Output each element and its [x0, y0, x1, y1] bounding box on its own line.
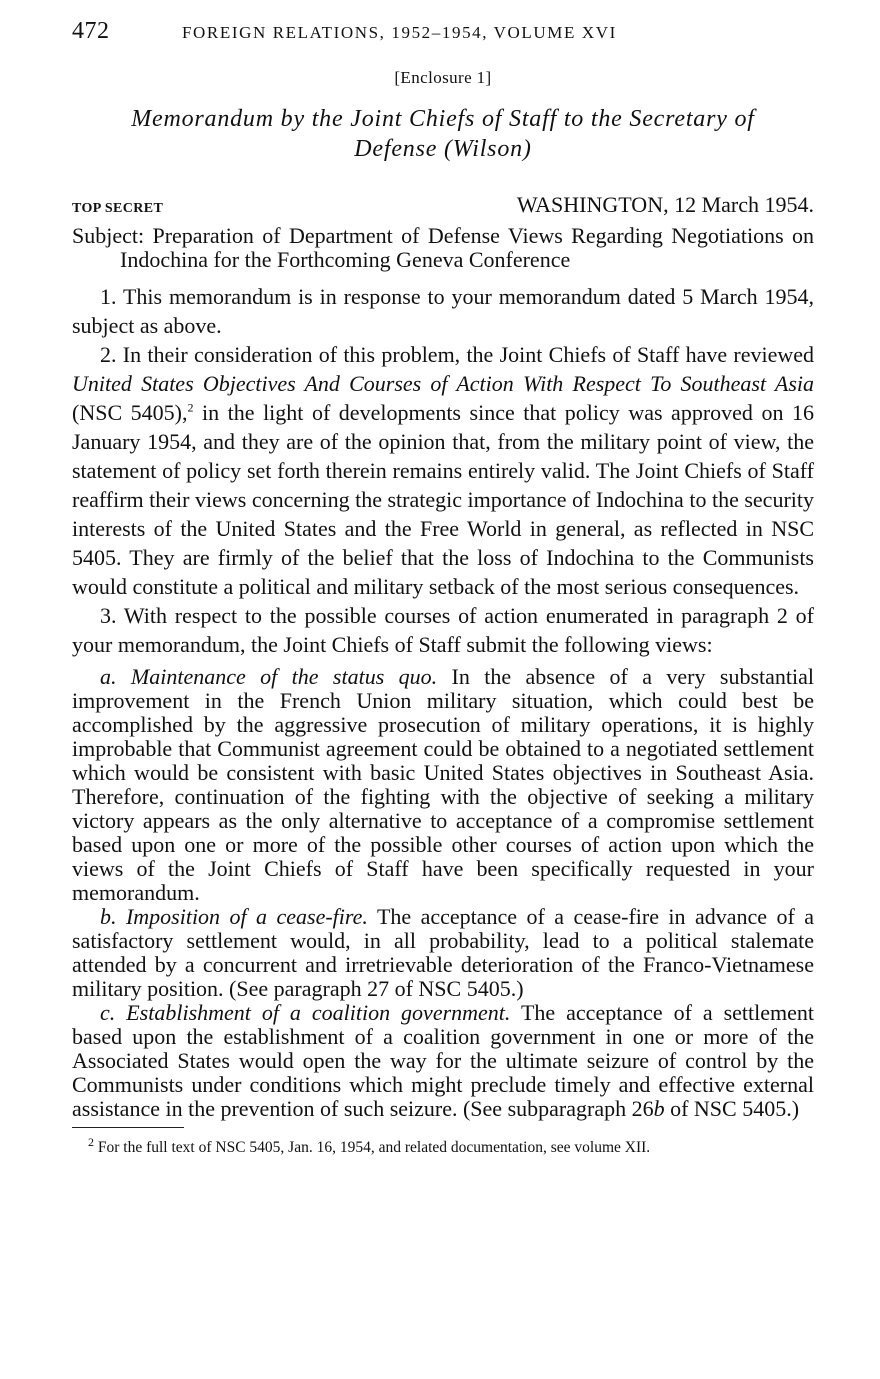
policy-title: United States Objectives And Courses of Action With Respect To Southeast Asia: [72, 371, 814, 396]
paragraph-2-text-a: 2. In their consideration of this problem, the Joint Chiefs of Staff have reviewed: [100, 342, 814, 367]
paragraph-2-text-c: in the light of developments since that policy was approved on 16 January 1954, and they are of the opinion that, from the military point of view, the statement of policy set forth therein remains entirely valid. The Joint Chiefs of Staff reaffirm their views concerning the strategic importance of Indochina to the security interests of the United States and the Free World in general, as reflected in NSC 5405. They are firmly of the belief that the loss of Indochina to the Communists would constitute a political and military setback of the most serious consequences.: [72, 400, 814, 599]
subparagraph-c: [72, 1001, 814, 1121]
running-head: [72, 18, 814, 54]
subparagraph-a-heading: a. Maintenance of the status quo.: [100, 664, 438, 689]
footnote-reference: 2: [187, 400, 194, 415]
enclosure-label: [Enclosure 1]: [394, 68, 492, 87]
paragraph-2: [72, 340, 814, 601]
subparagraph-b-text: The acceptance of a cease-fire in advance of a satisfactory settlement would, in all probability, lead to a political stalemate attended by a concurrent and irretrievable deterioration of the Franco-Vietnamese military position. (See paragraph 27 of NSC 5405.): [72, 904, 815, 1001]
subparagraph-c-heading: c. Establishment of a coalition government.: [100, 1000, 511, 1025]
page-number: 472: [72, 18, 110, 44]
subparagraph-c-text-b: b: [653, 1096, 665, 1121]
footnote-marker: 2: [88, 1134, 94, 1149]
subparagraph-b: [72, 905, 814, 1001]
paragraph-3: 3. With respect to the possible courses of action enumerated in paragraph 2 of your memorandum, the Joint Chiefs of Staff submit the following views:: [72, 603, 814, 657]
document-title: Memorandum by the Joint Chiefs of Staff to the Secretary of Defense (Wilson): [131, 106, 755, 162]
subparagraph-c-text-a: The acceptance of a settlement based upon the establishment of a coalition government in one or more of the Associated States would open the way for the ultimate seizure of control by the Communists under conditions which might preclude timely and effective external assistance in the prevention of such seizure. (See subparagraph 26: [72, 1000, 815, 1121]
subject-line: Subject: Preparation of Department of Defense Views Regarding Negotiations on Indochina for the Forthcoming Geneva Conference: [72, 223, 814, 272]
classification-marking: TOP SECRET: [72, 201, 164, 216]
paragraph-1: 1. This memorandum is in response to your memorandum dated 5 March 1954, subject as above.: [72, 284, 814, 338]
footnote-divider: [72, 1127, 184, 1128]
paragraph-2-text-b: (NSC 5405),: [72, 400, 188, 425]
subparagraph-a-text: In the absence of a very substantial improvement in the French Union military situation, which could best be accomplished by the aggressive prosecution of military operations, it is highly improbable that Communist agreement could be obtained to a negotiated settlement which would be consistent with basic United States objectives in Southeast Asia. Therefore, continuation of the fighting with the objective of seeking a military victory appears as the only alternative to acceptance of a compromise settlement based upon one or more of the possible other courses of action upon which the views of the Joint Chiefs of Staff have been specifically requested in your memorandum.: [72, 664, 815, 905]
dateline: WASHINGTON, 12 March 1954.: [516, 192, 814, 217]
footnote: [72, 1134, 814, 1157]
subparagraph-a: [72, 665, 814, 905]
running-title: FOREIGN RELATIONS, 1952–1954, VOLUME XVI: [182, 23, 617, 42]
document-page: [72, 18, 814, 1157]
subparagraph-c-text-c: of NSC 5405.): [664, 1096, 800, 1121]
meta-line: [72, 192, 814, 218]
footnote-text: For the full text of NSC 5405, Jan. 16, 1954, and related documentation, see volume XII.: [94, 1139, 651, 1156]
subparagraph-b-heading: b. Imposition of a cease-fire.: [100, 904, 368, 929]
